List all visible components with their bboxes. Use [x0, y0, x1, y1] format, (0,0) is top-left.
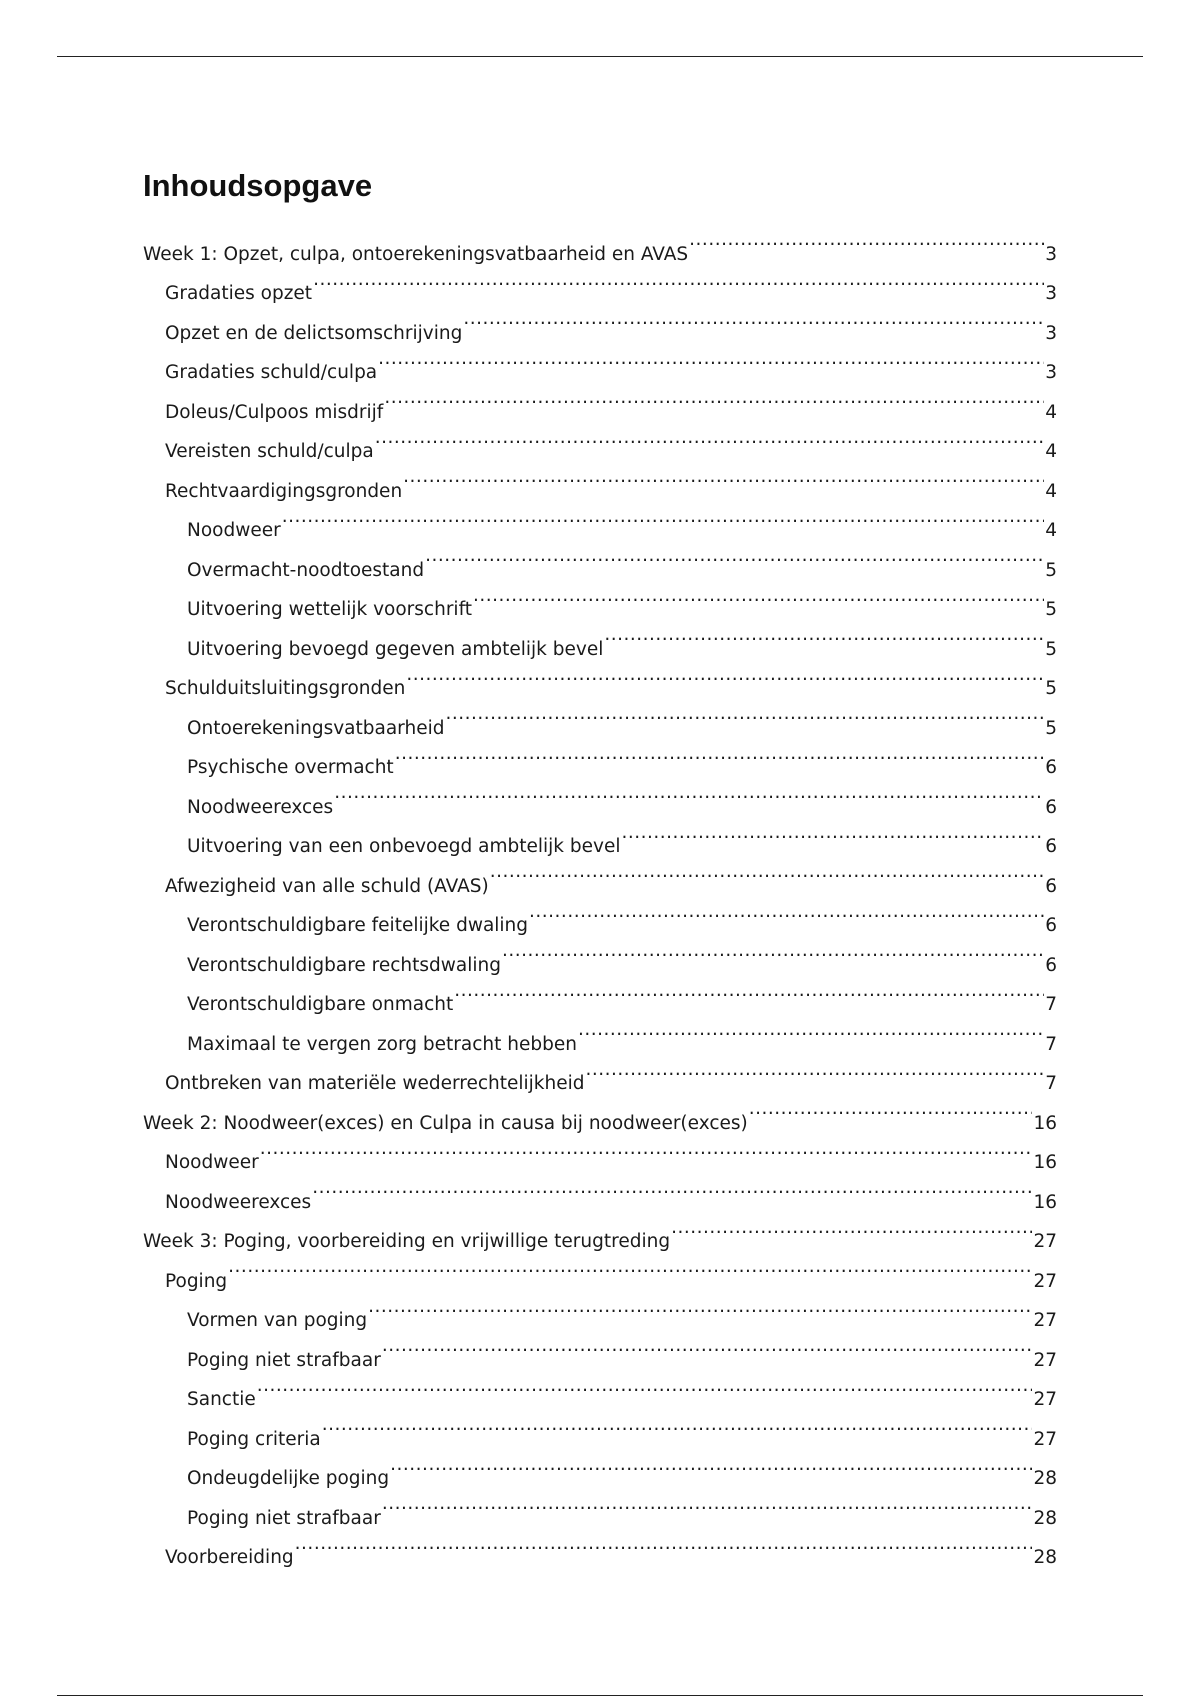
toc-dot-leader — [604, 615, 1044, 655]
toc-entry-page-number: 5 — [1045, 678, 1057, 699]
footer-rule — [57, 1695, 1143, 1696]
toc-entry-page-number: 4 — [1045, 520, 1057, 541]
toc-entry-label: Gradaties schuld/culpa — [165, 362, 378, 383]
toc-entry-page-number: 7 — [1045, 1033, 1057, 1055]
toc-entry-page-number: 27 — [1033, 1389, 1057, 1410]
toc-entry-label: Noodweer — [187, 520, 281, 541]
toc-entry[interactable] — [143, 1287, 1057, 1331]
toc-dot-leader — [260, 1129, 1033, 1169]
toc-dot-leader — [257, 1366, 1033, 1406]
toc-dot-leader — [473, 576, 1044, 616]
toc-entry-page-number: 27 — [1033, 1310, 1057, 1331]
toc-dot-leader — [502, 931, 1044, 971]
toc-entry-page-number: 6 — [1045, 875, 1057, 897]
toc-dot-leader — [384, 378, 1044, 418]
toc-entry-label: Week 3: Poging, voorbereiding en vrijwillige terugtreding — [143, 1231, 671, 1252]
toc-entry-page-number: 3 — [1045, 283, 1057, 304]
toc-entry-label: Poging niet strafbaar — [187, 1349, 381, 1371]
toc-entry-label: Maximaal te vergen zorg betracht hebben — [187, 1033, 577, 1055]
toc-dot-leader — [585, 1050, 1044, 1090]
toc-dot-leader — [445, 694, 1044, 734]
toc-entry-page-number: 7 — [1045, 1073, 1057, 1094]
toc-dot-leader — [454, 971, 1044, 1011]
toc-entry-label: Overmacht-noodtoestand — [187, 559, 425, 581]
toc-entry-page-number: 4 — [1045, 480, 1057, 502]
toc-dot-leader — [375, 418, 1045, 458]
toc-entry-label: Afwezigheid van alle schuld (AVAS) — [165, 875, 489, 897]
toc-dot-leader — [382, 1484, 1033, 1524]
toc-entry-page-number: 5 — [1045, 559, 1057, 581]
toc-dot-leader — [282, 497, 1044, 537]
toc-dot-leader — [228, 1247, 1032, 1287]
toc-entry-page-number: 6 — [1045, 915, 1057, 936]
toc-entry-page-number: 5 — [1045, 599, 1057, 620]
toc-entry-label: Schulduitsluitingsgronden — [165, 678, 406, 699]
toc-entry-label: Rechtvaardigingsgronden — [165, 480, 403, 502]
toc-dot-leader — [390, 1445, 1032, 1485]
toc-entry-page-number: 28 — [1033, 1507, 1057, 1529]
toc-entry-page-number: 4 — [1045, 401, 1057, 423]
toc-entry-page-number: 5 — [1045, 638, 1057, 660]
toc-dot-leader — [749, 1089, 1033, 1129]
toc-entry-page-number: 28 — [1033, 1547, 1057, 1568]
toc-entry-page-number: 16 — [1033, 1112, 1057, 1134]
toc-entry-page-number: 4 — [1045, 441, 1057, 462]
toc-entry-label: Noodweerexces — [165, 1191, 312, 1213]
toc-entry-label: Poging — [165, 1270, 228, 1292]
toc-entry[interactable] — [143, 1366, 1057, 1410]
toc-entry-label: Verontschuldigbare onmacht — [187, 994, 454, 1015]
toc-entry-page-number: 3 — [1045, 362, 1057, 383]
toc-entry-label: Voorbereiding — [165, 1547, 294, 1568]
toc-entry[interactable] — [143, 1247, 1057, 1292]
toc-entry-label: Poging criteria — [187, 1428, 321, 1450]
toc-entry-label: Poging niet strafbaar — [187, 1507, 381, 1529]
toc-entry-page-number: 28 — [1033, 1468, 1057, 1489]
toc-list — [143, 220, 1057, 1568]
toc-entry-page-number: 6 — [1045, 954, 1057, 976]
toc-entry[interactable] — [143, 220, 1057, 265]
toc-entry-label: Vormen van poging — [187, 1310, 368, 1331]
toc-entry-label: Psychische overmacht — [187, 757, 394, 778]
toc-dot-leader — [621, 813, 1044, 853]
toc-entry-page-number: 6 — [1045, 796, 1057, 818]
toc-entry-label: Week 1: Opzet, culpa, ontoerekeningsvatbaarheid en AVAS — [143, 243, 689, 265]
toc-entry-label: Uitvoering van een onbevoegd ambtelijk bevel — [187, 836, 621, 857]
toc-entry-label: Uitvoering wettelijk voorschrift — [187, 599, 473, 620]
toc-entry-page-number: 27 — [1033, 1428, 1057, 1450]
toc-dot-leader — [313, 260, 1044, 300]
toc-dot-leader — [490, 852, 1044, 892]
toc-entry-label: Week 2: Noodweer(exces) en Culpa in causa bij noodweer(exces) — [143, 1112, 748, 1134]
toc-entry-label: Noodweerexces — [187, 796, 334, 818]
toc-entry-page-number: 6 — [1045, 757, 1057, 778]
toc-entry-label: Ontbreken van materiële wederrechtelijkheid — [165, 1073, 585, 1094]
toc-dot-leader — [378, 339, 1044, 379]
toc-entry-page-number: 27 — [1033, 1349, 1057, 1371]
toc-entry-page-number: 5 — [1045, 717, 1057, 739]
toc-entry-label: Uitvoering bevoegd gegeven ambtelijk bevel — [187, 638, 604, 660]
toc-dot-leader — [295, 1524, 1033, 1564]
toc-dot-leader — [403, 457, 1044, 497]
toc-entry-page-number: 27 — [1033, 1270, 1057, 1292]
toc-entry-page-number: 16 — [1033, 1191, 1057, 1213]
toc-entry-label: Vereisten schuld/culpa — [165, 441, 374, 462]
toc-dot-leader — [689, 220, 1044, 260]
toc-dot-leader — [463, 299, 1044, 339]
toc-entry-label: Doleus/Culpoos misdrijf — [165, 401, 384, 423]
toc-title: Inhoudsopgave — [143, 168, 373, 203]
toc-dot-leader — [529, 892, 1044, 932]
toc-dot-leader — [334, 773, 1044, 813]
toc-entry-page-number: 7 — [1045, 994, 1057, 1015]
toc-entry[interactable] — [143, 1129, 1057, 1173]
toc-entry-page-number: 3 — [1045, 243, 1057, 265]
toc-entry-label: Gradaties opzet — [165, 283, 313, 304]
toc-entry-label: Verontschuldigbare feitelijke dwaling — [187, 915, 529, 936]
toc-entry-label: Sanctie — [187, 1389, 256, 1410]
table-of-contents — [143, 165, 1057, 1568]
toc-entry-page-number: 3 — [1045, 322, 1057, 344]
toc-dot-leader — [382, 1326, 1033, 1366]
toc-dot-leader — [671, 1208, 1032, 1248]
toc-dot-leader — [425, 536, 1044, 576]
toc-dot-leader — [368, 1287, 1032, 1327]
toc-entry-label: Ondeugdelijke poging — [187, 1468, 390, 1489]
toc-entry-label: Noodweer — [165, 1152, 259, 1173]
toc-entry-page-number: 6 — [1045, 836, 1057, 857]
toc-dot-leader — [578, 1010, 1044, 1050]
toc-entry[interactable] — [143, 1168, 1057, 1213]
toc-entry-page-number: 27 — [1033, 1231, 1057, 1252]
toc-entry-label: Opzet en de delictsomschrijving — [165, 322, 463, 344]
toc-dot-leader — [395, 734, 1045, 774]
toc-dot-leader — [406, 655, 1044, 695]
toc-dot-leader — [322, 1405, 1033, 1445]
header-rule — [57, 56, 1143, 57]
toc-entry-label: Ontoerekeningsvatbaarheid — [187, 717, 445, 739]
toc-entry[interactable] — [143, 1405, 1057, 1450]
toc-dot-leader — [312, 1168, 1032, 1208]
toc-entry-label: Verontschuldigbare rechtsdwaling — [187, 954, 501, 976]
toc-entry-page-number: 16 — [1033, 1152, 1057, 1173]
